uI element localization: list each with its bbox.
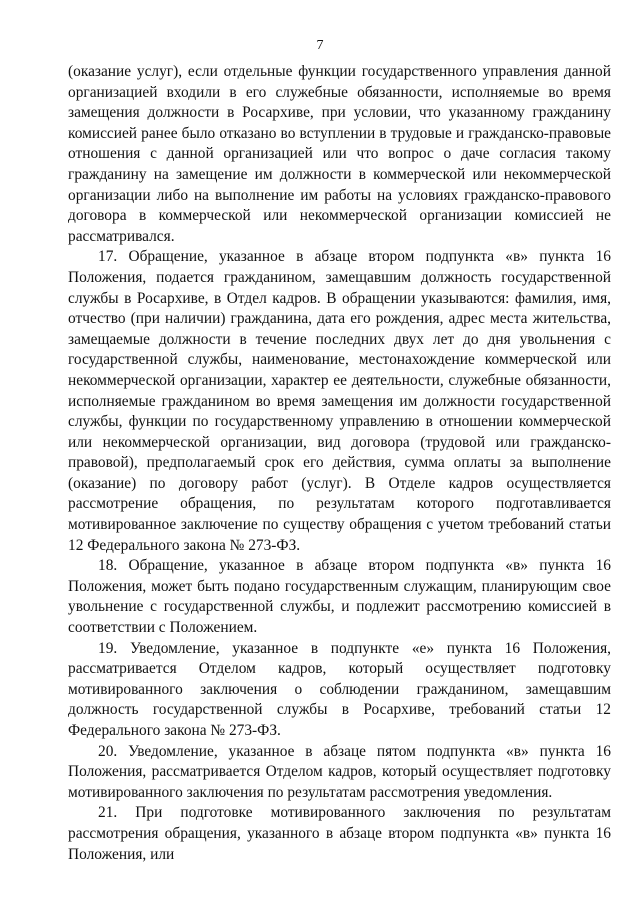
paragraph-18: 18. Обращение, указанное в абзаце втором подпункта «в» пункта 16 Положения, может быть подано государственным служащим, планирующим свое увольнение с государственной службы, и подлежит рассмотрению комиссией в соответствии с Положением.: [68, 557, 611, 637]
document-body: [68, 62, 611, 865]
paragraph-continuation: (оказание услуг), если отдельные функции государственного управления данной организацией входили в его служебные обязанности, исполняемые во время замещения должности в Росархиве, при условии, что указанному гражданину комиссией ранее было отказано во вступлении в трудовые и гражданско-правовые отношения с данной организацией или что вопрос о даче согласия такому гражданину на замещение им должности в коммерческой или некоммерческой организации либо на выполнение им работы на условиях гражданско-правового договора в коммерческой или некоммерческой организации комиссией не рассматривался.: [68, 63, 611, 245]
paragraph-21: 21. При подготовке мотивированного заключения по результатам рассмотрения обращения, указанного в абзаце втором подпункта «в» пункта 16 Положения, или: [68, 804, 611, 863]
paragraph-17: 17. Обращение, указанное в абзаце втором подпункта «в» пункта 16 Положения, подается гражданином, замещавшим должность государственной службы в Росархиве, в Отдел кадров. В обращении указываются: фамилия, имя, отчество (при наличии) гражданина, дата его рождения, адрес места жительства, замещаемые должности в течение последних двух лет до дня увольнения с государственной службы, наименование, местонахождение коммерческой или некоммерческой организации, характер ее деятельности, служебные обязанности, исполняемые гражданином во время замещения им должности государственной службы, функции по государственному управлению в отношении коммерческой или некоммерческой организации, вид договора (трудовой или гражданско-правовой), предполагаемый срок его действия, сумма оплаты за выполнение (оказание) по договору работ (услуг). В Отделе кадров осуществляется рассмотрение обращения, по результатам которого подготавливается мотивированное заключение по существу обращения с учетом требований статьи 12 Федерального закона № 273-ФЗ.: [68, 248, 611, 554]
paragraph-19: 19. Уведомление, указанное в подпункте «е» пункта 16 Положения, рассматривается Отделом кадров, который осуществляет подготовку мотивированного заключения о соблюдении гражданином, замещавшим должность государственной службы в Росархиве, требований статьи 12 Федерального закона № 273-ФЗ.: [68, 639, 611, 739]
paragraph-20: 20. Уведомление, указанное в абзаце пятом подпункта «в» пункта 16 Положения, рассматривается Отделом кадров, который осуществляет подготовку мотивированного заключения по результатам рассмотрения уведомления.: [68, 742, 611, 801]
page-number: 7: [316, 38, 324, 53]
